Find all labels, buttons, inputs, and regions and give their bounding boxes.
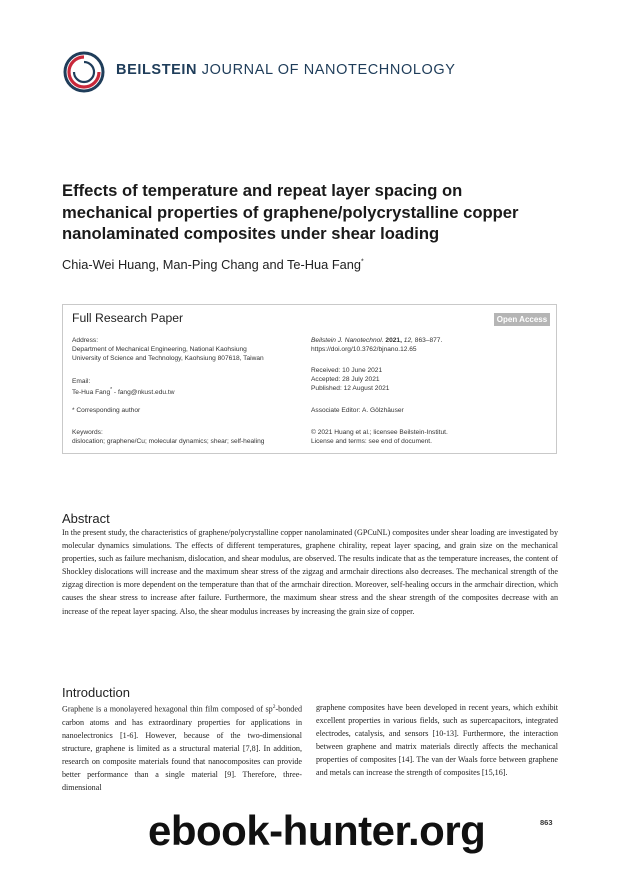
title-line: Effects of temperature and repeat layer spacing on bbox=[62, 181, 463, 200]
address-line: Department of Mechanical Engineering, National Kaohsiung bbox=[72, 346, 247, 353]
authors bbox=[62, 257, 364, 272]
received-date: Received: 10 June 2021 bbox=[311, 367, 383, 374]
address-line: University of Science and Technology, Kaohsiung 807618, Taiwan bbox=[72, 355, 264, 362]
author-list: Chia-Wei Huang, Man-Ping Chang and Te-Hua Fang bbox=[62, 257, 362, 272]
citation-pages: 863–877. bbox=[414, 337, 443, 344]
open-access-badge: Open Access bbox=[494, 313, 550, 326]
title-line: mechanical properties of graphene/polycrystalline copper bbox=[62, 202, 519, 222]
doi-link[interactable]: https://doi.org/10.3762/bjnano.12.65 bbox=[311, 346, 417, 353]
paper-title bbox=[62, 180, 562, 245]
corresponding-author-note: * Corresponding author bbox=[72, 407, 141, 414]
email-label: Email: bbox=[72, 378, 91, 385]
abstract-text: In the present study, the characteristics of graphene/polycrystalline copper nanolaminated (GPCuNL) composites under shear loading are investigated by molecular dynamics simulations. The effects of different temperatures, graphene chirality, repeat layer spacing, and grain size on the mechanical properties, such as failure mechanism, dislocation, and shear modulus, are observed. The results indicate that as the temperature increases, the content of Shockley dislocations will increase and the maximum shear stress of the zigzag and armchair directions also decreases. The mechanical strength of the zigzag direction is more dependent on the temperature than that of the armchair direction. Moreover, self-healing occurs in the armchair direction, which causes the shear stress to increase after failure. Furthermore, the maximum shear stress and the shear strength of the composites decrease with an increase of the repeat layer spacing. Also, the shear modulus increases by increasing the grain size of copper. bbox=[62, 528, 558, 616]
associate-editor: Associate Editor: A. Gölzhäuser bbox=[311, 407, 404, 414]
intro-text: Graphene is a monolayered hexagonal thin film composed of sp bbox=[62, 704, 273, 714]
keywords: dislocation; graphene/Cu; molecular dynamics; shear; self-healing bbox=[72, 438, 265, 445]
citation bbox=[311, 336, 442, 345]
journal-name bbox=[116, 62, 456, 78]
email-line bbox=[72, 386, 174, 398]
article-info-box bbox=[62, 304, 557, 454]
intro-text: -bonded carbon atoms and has extraordinary properties for applications in nanoelectronics [1-6]. However, because of the two-dimensional structure, graphene is limited as a structural material [7,8]. In addition, research on composite materials found that nanocomposites can provide better performance than a single material [9]. Therefore, three-dimensional bbox=[62, 704, 302, 793]
journal-name-bold: BEILSTEIN bbox=[116, 62, 198, 78]
introduction-right-column: graphene composites have been developed in recent years, which exhibit excellent properties in various fields, such as supercapacitors, integrated electrodes, catalysis, and sensors [10-13]. Furthermore, the interaction between graphene and matrix materials directly affects the mechanical properties of composites [14]. The van der Waals force between graphene and metals can increase the strength of composites [15,16]. bbox=[316, 703, 558, 778]
corresponding-mark: * bbox=[361, 258, 364, 266]
title-line: nanolaminated composites under shear loading bbox=[62, 224, 440, 243]
introduction-left-column bbox=[62, 701, 302, 794]
page-number: 863 bbox=[540, 818, 553, 827]
watermark: ebook-hunter.org bbox=[148, 807, 486, 854]
introduction-heading: Introduction bbox=[62, 685, 130, 700]
article-type: Full Research Paper bbox=[72, 311, 184, 325]
accepted-date: Accepted: 28 July 2021 bbox=[311, 376, 380, 383]
citation-volume: 12, bbox=[403, 337, 413, 344]
journal-logo-icon bbox=[62, 50, 106, 94]
address-label: Address: bbox=[72, 337, 99, 344]
published-date: Published: 12 August 2021 bbox=[311, 385, 390, 392]
citation-year: 2021, bbox=[385, 337, 402, 344]
license-line: © 2021 Huang et al.; licensee Beilstein-Institut. bbox=[311, 429, 448, 436]
license-line: License and terms: see end of document. bbox=[311, 438, 432, 445]
keywords-label: Keywords: bbox=[72, 429, 103, 436]
email-mark: * bbox=[110, 387, 113, 393]
intro-sup: 2 bbox=[272, 704, 276, 710]
email-name: Te-Hua Fang bbox=[72, 389, 111, 397]
abstract-heading: Abstract bbox=[62, 511, 110, 526]
journal-name-light: JOURNAL OF NANOTECHNOLOGY bbox=[201, 62, 456, 78]
citation-journal: Beilstein J. Nanotechnol. bbox=[311, 337, 384, 344]
email-address-link[interactable]: - fang@nkust.edu.tw bbox=[112, 389, 175, 397]
